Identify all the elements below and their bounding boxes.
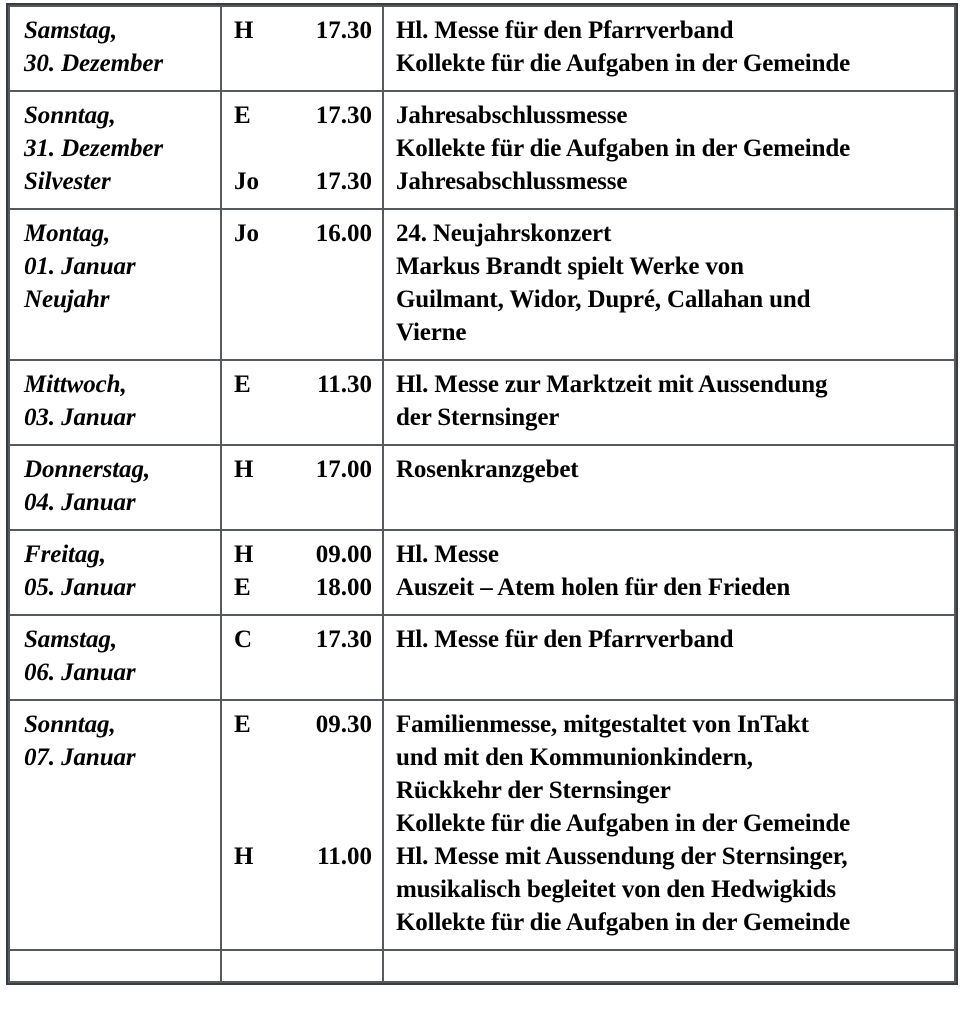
service-line — [222, 571, 372, 604]
service-line — [222, 14, 372, 47]
description-line: Hl. Messe zur Marktzeit mit Aussendung — [396, 371, 828, 398]
church-code: E — [234, 371, 251, 398]
date-cell-content — [10, 361, 220, 444]
description-line: musikalisch begleitet von den Hedwigkids — [396, 876, 836, 903]
table-row — [9, 91, 955, 209]
service-time: 17.30 — [315, 102, 372, 129]
date-line: 31. Dezember — [24, 135, 164, 162]
service-cell-content — [222, 210, 382, 260]
date-line: Freitag, — [24, 541, 106, 568]
church-code: H — [234, 541, 254, 568]
service-time: 18.00 — [315, 574, 372, 601]
description-cell — [383, 530, 955, 615]
description-line: Hl. Messe für den Pfarrverband — [396, 626, 734, 653]
date-cell-content — [10, 531, 220, 614]
description-line: und mit den Kommunionkindern, — [396, 744, 753, 771]
description-line: Vierne — [396, 319, 467, 346]
service-cell-content — [222, 361, 382, 411]
description-cell-content — [384, 361, 954, 444]
date-cell — [9, 530, 221, 615]
date-cell — [9, 445, 221, 530]
date-cell-content — [10, 7, 220, 90]
date-line: Neujahr — [24, 286, 110, 313]
date-line: Sonntag, — [24, 711, 116, 738]
service-line — [222, 708, 372, 741]
date-line: 01. Januar — [24, 253, 136, 280]
date-line: Donnerstag, — [24, 456, 151, 483]
description-cell — [383, 6, 955, 91]
service-cell-content — [222, 7, 382, 57]
church-code: Jo — [234, 168, 259, 195]
service-time: 11.30 — [317, 371, 372, 398]
description-line: Jahresabschlussmesse — [396, 168, 628, 195]
description-cell-content — [384, 92, 954, 208]
description-line: Auszeit – Atem holen für den Frieden — [396, 574, 791, 601]
date-line: Mittwoch, — [24, 371, 127, 398]
description-line: Markus Brandt spielt Werke von — [396, 253, 744, 280]
service-line — [222, 368, 372, 401]
service-time: 17.30 — [315, 17, 372, 44]
date-line: 03. Januar — [24, 404, 136, 431]
description-line: Kollekte für die Aufgaben in der Gemeinde — [396, 810, 851, 837]
service-line — [222, 538, 372, 571]
date-line: 06. Januar — [24, 659, 136, 686]
description-line: Hl. Messe für den Pfarrverband — [396, 17, 734, 44]
schedule-body — [9, 6, 955, 982]
church-code: H — [234, 17, 254, 44]
date-line: Montag, — [24, 220, 111, 247]
table-row — [9, 530, 955, 615]
service-cell-content — [222, 92, 382, 208]
service-time: 09.00 — [315, 541, 372, 568]
service-cell — [221, 91, 383, 209]
description-line: Rückkehr der Sternsinger — [396, 777, 671, 804]
date-cell-content — [10, 210, 220, 326]
table-row — [9, 6, 955, 91]
description-line: Rosenkranzgebet — [396, 456, 579, 483]
description-cell — [383, 615, 955, 700]
description-line: Jahresabschlussmesse — [396, 102, 628, 129]
description-cell — [383, 209, 955, 360]
church-code: E — [234, 711, 251, 738]
service-time: 09.30 — [315, 711, 372, 738]
date-line: 04. Januar — [24, 489, 136, 516]
description-line: Hl. Messe mit Aussendung der Sternsinger, — [396, 843, 848, 870]
service-cell — [221, 700, 383, 950]
date-cell — [9, 700, 221, 950]
church-code: C — [234, 626, 253, 653]
description-cell — [383, 700, 955, 950]
service-time: 16.00 — [315, 220, 372, 247]
service-cell — [221, 615, 383, 700]
service-cell-content — [222, 616, 382, 666]
date-line: Silvester — [24, 168, 111, 195]
date-line: 30. Dezember — [24, 50, 164, 77]
service-cell — [221, 360, 383, 445]
date-cell — [9, 6, 221, 91]
description-cell-content — [384, 616, 954, 666]
description-cell-content — [384, 210, 954, 359]
service-schedule-table — [8, 5, 956, 983]
service-line — [222, 165, 372, 198]
service-cell — [221, 530, 383, 615]
description-line: Hl. Messe — [396, 541, 499, 568]
service-cell — [221, 445, 383, 530]
date-cell — [9, 209, 221, 360]
service-line — [222, 453, 372, 486]
church-code: E — [234, 574, 251, 601]
description-line: Kollekte für die Aufgaben in der Gemeinde — [396, 135, 851, 162]
table-row — [9, 445, 955, 530]
description-cell — [383, 91, 955, 209]
church-code: H — [234, 843, 254, 870]
date-cell-content — [10, 616, 220, 699]
description-cell-content — [384, 446, 954, 496]
date-cell-content — [10, 92, 220, 208]
description-cell — [383, 360, 955, 445]
table-row — [9, 360, 955, 445]
service-cell-content — [222, 531, 382, 614]
table-row — [9, 615, 955, 700]
description-cell — [383, 950, 955, 982]
description-cell-content — [384, 7, 954, 90]
church-code: E — [234, 102, 251, 129]
description-line: Guilmant, Widor, Dupré, Callahan und — [396, 286, 811, 313]
description-line: der Sternsinger — [396, 404, 560, 431]
description-cell-content — [384, 531, 954, 614]
date-cell — [9, 950, 221, 982]
service-cell-content — [222, 701, 382, 949]
service-cell — [221, 209, 383, 360]
service-time: 17.30 — [315, 168, 372, 195]
date-cell — [9, 615, 221, 700]
description-cell — [383, 445, 955, 530]
service-cell — [221, 950, 383, 982]
table-row — [9, 209, 955, 360]
service-cell — [221, 6, 383, 91]
date-line: 05. Januar — [24, 574, 136, 601]
date-line: Sonntag, — [24, 102, 116, 129]
table-row-partial — [9, 950, 955, 982]
service-cell-content — [222, 446, 382, 496]
date-line: Samstag, — [24, 17, 117, 44]
service-line — [222, 99, 372, 132]
date-cell-content — [10, 701, 220, 784]
service-time: 17.30 — [315, 626, 372, 653]
service-line — [222, 217, 372, 250]
date-cell — [9, 360, 221, 445]
description-line: Familienmesse, mitgestaltet von InTakt — [396, 711, 809, 738]
date-line: Samstag, — [24, 626, 117, 653]
date-line: 07. Januar — [24, 744, 136, 771]
description-line: 24. Neujahrskonzert — [396, 220, 612, 247]
service-time: 11.00 — [317, 843, 372, 870]
church-code: Jo — [234, 220, 259, 247]
service-line — [222, 840, 372, 873]
church-code: H — [234, 456, 254, 483]
service-time: 17.00 — [315, 456, 372, 483]
description-cell-content — [384, 701, 954, 949]
service-line — [222, 623, 372, 656]
description-line: Kollekte für die Aufgaben in der Gemeinde — [396, 909, 851, 936]
date-cell-content — [10, 446, 220, 529]
date-cell — [9, 91, 221, 209]
description-line: Kollekte für die Aufgaben in der Gemeinde — [396, 50, 851, 77]
table-row — [9, 700, 955, 950]
